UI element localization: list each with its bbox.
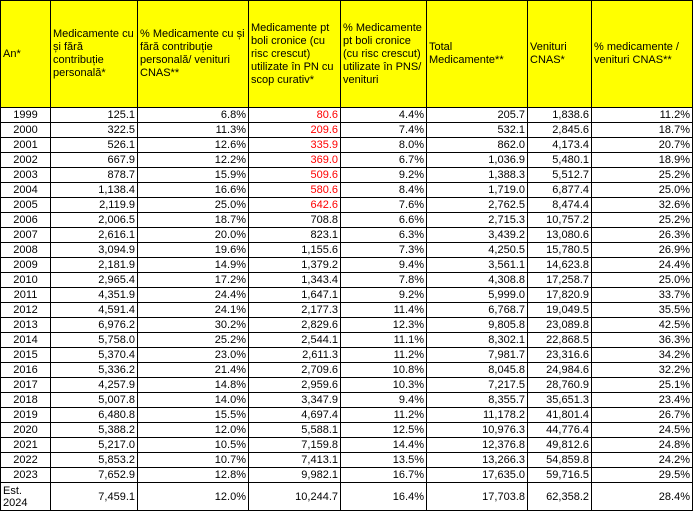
table-row — [1, 273, 693, 288]
cell-chronic-medicines: 10,244.7 — [249, 483, 341, 511]
cell-pct-medicines: 30.2% — [138, 318, 249, 333]
header-pct-medicines-revenue: % Medicamente cu și fără contribuție personală/ venituri CNAS** — [138, 1, 249, 108]
cell-chronic-medicines: 823.1 — [249, 228, 341, 243]
cell-pct-medicines: 16.6% — [138, 183, 249, 198]
cell-year: 2018 — [1, 393, 51, 408]
cell-pct-total: 18.7% — [592, 123, 693, 138]
cell-medicines: 5,758.0 — [51, 333, 138, 348]
cell-total-medicines: 862.0 — [427, 138, 528, 153]
cell-pct-chronic: 6.6% — [341, 213, 427, 228]
cell-pct-chronic: 9.2% — [341, 288, 427, 303]
cell-pct-medicines: 25.2% — [138, 333, 249, 348]
cell-medicines: 5,336.2 — [51, 363, 138, 378]
cell-medicines: 5,370.4 — [51, 348, 138, 363]
cell-chronic-medicines: 1,155.6 — [249, 243, 341, 258]
cell-total-medicines: 17,703.8 — [427, 483, 528, 511]
cell-pct-medicines: 23.0% — [138, 348, 249, 363]
table-row — [1, 378, 693, 393]
cell-pct-total: 11.2% — [592, 108, 693, 123]
cell-medicines: 667.9 — [51, 153, 138, 168]
table-row — [1, 423, 693, 438]
cell-total-medicines: 11,178.2 — [427, 408, 528, 423]
header-row — [1, 1, 693, 108]
cell-pct-chronic: 9.4% — [341, 393, 427, 408]
cell-chronic-medicines: 335.9 — [249, 138, 341, 153]
cell-year: Est. 2024 — [1, 483, 51, 511]
cell-pct-medicines: 10.7% — [138, 453, 249, 468]
header-total-medicines: Total Medicamente** — [427, 1, 528, 108]
cell-year: 2021 — [1, 438, 51, 453]
cell-pct-total: 24.2% — [592, 453, 693, 468]
cell-year: 2001 — [1, 138, 51, 153]
cell-year: 2015 — [1, 348, 51, 363]
cell-cnas-revenue: 41,801.4 — [528, 408, 592, 423]
cell-chronic-medicines: 2,829.6 — [249, 318, 341, 333]
cell-cnas-revenue: 22,868.5 — [528, 333, 592, 348]
cell-year: 2014 — [1, 333, 51, 348]
cell-total-medicines: 12,376.8 — [427, 438, 528, 453]
cell-pct-total: 24.4% — [592, 258, 693, 273]
cell-pct-chronic: 13.5% — [341, 453, 427, 468]
cell-chronic-medicines: 1,379.2 — [249, 258, 341, 273]
cell-year: 2008 — [1, 243, 51, 258]
table-row — [1, 303, 693, 318]
cell-total-medicines: 4,308.8 — [427, 273, 528, 288]
cell-cnas-revenue: 19,049.5 — [528, 303, 592, 318]
cell-pct-medicines: 24.4% — [138, 288, 249, 303]
cell-chronic-medicines: 4,697.4 — [249, 408, 341, 423]
cell-pct-chronic: 12.5% — [341, 423, 427, 438]
cell-year: 1999 — [1, 108, 51, 123]
cell-cnas-revenue: 1,838.6 — [528, 108, 592, 123]
cell-chronic-medicines: 708.8 — [249, 213, 341, 228]
cell-total-medicines: 7,217.5 — [427, 378, 528, 393]
table-row — [1, 483, 693, 511]
cell-pct-medicines: 12.6% — [138, 138, 249, 153]
cell-pct-medicines: 10.5% — [138, 438, 249, 453]
table-row — [1, 153, 693, 168]
cell-pct-total: 25.1% — [592, 378, 693, 393]
cell-total-medicines: 1,036.9 — [427, 153, 528, 168]
cell-year: 2009 — [1, 258, 51, 273]
cell-cnas-revenue: 13,080.6 — [528, 228, 592, 243]
cell-chronic-medicines: 209.6 — [249, 123, 341, 138]
table-row — [1, 243, 693, 258]
cell-cnas-revenue: 17,258.7 — [528, 273, 592, 288]
header-chronic-medicines-pn: Medicamente pt boli cronice (cu risc crescut) utilizate în PN cu scop curativ* — [249, 1, 341, 108]
cell-medicines: 7,459.1 — [51, 483, 138, 511]
cell-pct-chronic: 7.3% — [341, 243, 427, 258]
cell-total-medicines: 10,976.3 — [427, 423, 528, 438]
cell-cnas-revenue: 59,716.5 — [528, 468, 592, 483]
table-row — [1, 288, 693, 303]
cell-pct-chronic: 10.3% — [341, 378, 427, 393]
cell-pct-medicines: 6.8% — [138, 108, 249, 123]
cell-year: 2000 — [1, 123, 51, 138]
header-cnas-revenue: Venituri CNAS* — [528, 1, 592, 108]
cell-pct-medicines: 12.8% — [138, 468, 249, 483]
cell-pct-total: 29.5% — [592, 468, 693, 483]
cell-cnas-revenue: 35,651.3 — [528, 393, 592, 408]
cell-chronic-medicines: 1,343.4 — [249, 273, 341, 288]
cell-medicines: 2,181.9 — [51, 258, 138, 273]
cell-chronic-medicines: 9,982.1 — [249, 468, 341, 483]
cell-chronic-medicines: 2,177.3 — [249, 303, 341, 318]
cell-pct-total: 36.3% — [592, 333, 693, 348]
cell-pct-medicines: 15.5% — [138, 408, 249, 423]
cell-total-medicines: 3,439.2 — [427, 228, 528, 243]
cell-pct-total: 24.8% — [592, 438, 693, 453]
cell-total-medicines: 1,388.3 — [427, 168, 528, 183]
cell-pct-medicines: 14.8% — [138, 378, 249, 393]
cell-total-medicines: 532.1 — [427, 123, 528, 138]
header-year: An* — [1, 1, 51, 108]
cell-cnas-revenue: 44,776.4 — [528, 423, 592, 438]
cell-pct-medicines: 25.0% — [138, 198, 249, 213]
cell-pct-total: 34.2% — [592, 348, 693, 363]
cell-total-medicines: 8,355.7 — [427, 393, 528, 408]
cell-year: 2007 — [1, 228, 51, 243]
cell-pct-chronic: 12.3% — [341, 318, 427, 333]
cell-pct-medicines: 17.2% — [138, 273, 249, 288]
cell-pct-medicines: 12.0% — [138, 483, 249, 511]
cell-chronic-medicines: 7,413.1 — [249, 453, 341, 468]
cell-pct-total: 26.3% — [592, 228, 693, 243]
cell-pct-chronic: 10.8% — [341, 363, 427, 378]
cell-cnas-revenue: 23,316.6 — [528, 348, 592, 363]
cell-medicines: 526.1 — [51, 138, 138, 153]
cell-pct-chronic: 16.4% — [341, 483, 427, 511]
table-row — [1, 168, 693, 183]
table-row — [1, 468, 693, 483]
cell-pct-total: 18.9% — [592, 153, 693, 168]
cell-pct-total: 23.4% — [592, 393, 693, 408]
cell-year: 2010 — [1, 273, 51, 288]
cell-chronic-medicines: 580.6 — [249, 183, 341, 198]
table-row — [1, 138, 693, 153]
cell-cnas-revenue: 54,859.8 — [528, 453, 592, 468]
cell-pct-chronic: 11.2% — [341, 348, 427, 363]
cell-pct-total: 26.7% — [592, 408, 693, 423]
cell-pct-medicines: 14.9% — [138, 258, 249, 273]
cell-chronic-medicines: 3,347.9 — [249, 393, 341, 408]
cell-total-medicines: 2,762.5 — [427, 198, 528, 213]
cell-cnas-revenue: 23,089.8 — [528, 318, 592, 333]
cell-pct-chronic: 6.3% — [341, 228, 427, 243]
cell-pct-chronic: 7.4% — [341, 123, 427, 138]
cell-total-medicines: 3,561.1 — [427, 258, 528, 273]
cell-medicines: 878.7 — [51, 168, 138, 183]
cell-pct-chronic: 7.8% — [341, 273, 427, 288]
cell-pct-total: 28.4% — [592, 483, 693, 511]
cell-chronic-medicines: 2,959.6 — [249, 378, 341, 393]
cell-pct-chronic: 4.4% — [341, 108, 427, 123]
cell-year: 2006 — [1, 213, 51, 228]
table-row — [1, 333, 693, 348]
cell-pct-medicines: 12.0% — [138, 423, 249, 438]
cell-pct-medicines: 20.0% — [138, 228, 249, 243]
cell-medicines: 1,138.4 — [51, 183, 138, 198]
cell-chronic-medicines: 2,709.6 — [249, 363, 341, 378]
cell-medicines: 2,006.5 — [51, 213, 138, 228]
table-row — [1, 453, 693, 468]
cell-chronic-medicines: 509.6 — [249, 168, 341, 183]
table-row — [1, 213, 693, 228]
cell-total-medicines: 6,768.7 — [427, 303, 528, 318]
cell-pct-chronic: 9.4% — [341, 258, 427, 273]
cell-chronic-medicines: 5,588.1 — [249, 423, 341, 438]
table-row — [1, 258, 693, 273]
cell-cnas-revenue: 6,877.4 — [528, 183, 592, 198]
cell-total-medicines: 5,999.0 — [427, 288, 528, 303]
cell-pct-medicines: 12.2% — [138, 153, 249, 168]
table-row — [1, 348, 693, 363]
cell-pct-chronic: 11.2% — [341, 408, 427, 423]
table-row — [1, 438, 693, 453]
cell-medicines: 2,616.1 — [51, 228, 138, 243]
table-row — [1, 183, 693, 198]
cell-year: 2019 — [1, 408, 51, 423]
table-row — [1, 318, 693, 333]
cell-chronic-medicines: 7,159.8 — [249, 438, 341, 453]
cell-pct-medicines: 21.4% — [138, 363, 249, 378]
cell-pct-total: 25.2% — [592, 168, 693, 183]
cell-cnas-revenue: 14,623.8 — [528, 258, 592, 273]
cell-pct-total: 32.6% — [592, 198, 693, 213]
table-row — [1, 363, 693, 378]
cell-medicines: 322.5 — [51, 123, 138, 138]
header-pct-medicines-cnas-revenue: % medicamente / venituri CNAS** — [592, 1, 693, 108]
cell-total-medicines: 1,719.0 — [427, 183, 528, 198]
cell-pct-medicines: 11.3% — [138, 123, 249, 138]
table-row — [1, 198, 693, 213]
cell-medicines: 3,094.9 — [51, 243, 138, 258]
cell-pct-total: 25.0% — [592, 183, 693, 198]
cell-pct-total: 33.7% — [592, 288, 693, 303]
cell-cnas-revenue: 28,760.9 — [528, 378, 592, 393]
header-pct-chronic-medicines-revenue: % Medicamente pt boli cronice (cu risc crescut) utilizate în PNS/ venituri — [341, 1, 427, 108]
cell-cnas-revenue: 10,757.2 — [528, 213, 592, 228]
cell-year: 2022 — [1, 453, 51, 468]
cell-pct-chronic: 8.4% — [341, 183, 427, 198]
cell-medicines: 2,965.4 — [51, 273, 138, 288]
cell-pct-medicines: 19.6% — [138, 243, 249, 258]
cell-year: 2013 — [1, 318, 51, 333]
table-row — [1, 108, 693, 123]
cell-medicines: 2,119.9 — [51, 198, 138, 213]
cell-total-medicines: 8,045.8 — [427, 363, 528, 378]
cell-medicines: 5,007.8 — [51, 393, 138, 408]
cell-chronic-medicines: 2,611.3 — [249, 348, 341, 363]
cell-medicines: 7,652.9 — [51, 468, 138, 483]
header-medicines-with-without-contribution: Medicamente cu și fără contribuție personală* — [51, 1, 138, 108]
cell-year: 2023 — [1, 468, 51, 483]
cell-pct-total: 25.0% — [592, 273, 693, 288]
cell-medicines: 5,388.2 — [51, 423, 138, 438]
cell-pct-medicines: 14.0% — [138, 393, 249, 408]
cell-medicines: 5,217.0 — [51, 438, 138, 453]
cell-pct-medicines: 18.7% — [138, 213, 249, 228]
cell-pct-medicines: 15.9% — [138, 168, 249, 183]
cell-total-medicines: 4,250.5 — [427, 243, 528, 258]
cell-pct-chronic: 16.7% — [341, 468, 427, 483]
cell-pct-total: 35.5% — [592, 303, 693, 318]
cell-chronic-medicines: 2,544.1 — [249, 333, 341, 348]
cell-cnas-revenue: 5,512.7 — [528, 168, 592, 183]
cell-total-medicines: 9,805.8 — [427, 318, 528, 333]
cell-pct-total: 25.2% — [592, 213, 693, 228]
cell-cnas-revenue: 5,480.1 — [528, 153, 592, 168]
cell-pct-chronic: 11.4% — [341, 303, 427, 318]
cell-medicines: 6,480.8 — [51, 408, 138, 423]
cell-pct-total: 20.7% — [592, 138, 693, 153]
cell-pct-total: 32.2% — [592, 363, 693, 378]
cell-year: 2017 — [1, 378, 51, 393]
table-row — [1, 393, 693, 408]
cell-medicines: 4,351.9 — [51, 288, 138, 303]
cell-pct-chronic: 7.6% — [341, 198, 427, 213]
cell-year: 2020 — [1, 423, 51, 438]
cell-total-medicines: 2,715.3 — [427, 213, 528, 228]
cell-total-medicines: 13,266.3 — [427, 453, 528, 468]
cell-total-medicines: 17,635.0 — [427, 468, 528, 483]
cell-pct-chronic: 11.1% — [341, 333, 427, 348]
cell-year: 2002 — [1, 153, 51, 168]
cell-year: 2016 — [1, 363, 51, 378]
cell-cnas-revenue: 15,780.5 — [528, 243, 592, 258]
cell-cnas-revenue: 8,474.4 — [528, 198, 592, 213]
cell-cnas-revenue: 2,845.6 — [528, 123, 592, 138]
cell-chronic-medicines: 642.6 — [249, 198, 341, 213]
cell-medicines: 5,853.2 — [51, 453, 138, 468]
cell-pct-total: 42.5% — [592, 318, 693, 333]
table-row — [1, 228, 693, 243]
cell-chronic-medicines: 80.6 — [249, 108, 341, 123]
cell-medicines: 4,591.4 — [51, 303, 138, 318]
cell-pct-chronic: 6.7% — [341, 153, 427, 168]
cell-year: 2004 — [1, 183, 51, 198]
cell-total-medicines: 8,302.1 — [427, 333, 528, 348]
cell-total-medicines: 7,981.7 — [427, 348, 528, 363]
cell-medicines: 125.1 — [51, 108, 138, 123]
cell-total-medicines: 205.7 — [427, 108, 528, 123]
cell-pct-chronic: 9.2% — [341, 168, 427, 183]
cell-pct-chronic: 14.4% — [341, 438, 427, 453]
table-row — [1, 408, 693, 423]
cell-cnas-revenue: 4,173.4 — [528, 138, 592, 153]
table-row — [1, 123, 693, 138]
cell-year: 2005 — [1, 198, 51, 213]
cell-year: 2011 — [1, 288, 51, 303]
cell-cnas-revenue: 17,820.9 — [528, 288, 592, 303]
cell-pct-medicines: 24.1% — [138, 303, 249, 318]
cell-cnas-revenue: 49,812.6 — [528, 438, 592, 453]
cell-pct-total: 26.9% — [592, 243, 693, 258]
cell-year: 2012 — [1, 303, 51, 318]
cell-medicines: 4,257.9 — [51, 378, 138, 393]
cell-pct-chronic: 8.0% — [341, 138, 427, 153]
cell-cnas-revenue: 24,984.6 — [528, 363, 592, 378]
cell-medicines: 6,976.2 — [51, 318, 138, 333]
cell-cnas-revenue: 62,358.2 — [528, 483, 592, 511]
cell-year: 2003 — [1, 168, 51, 183]
cell-chronic-medicines: 1,647.1 — [249, 288, 341, 303]
cell-chronic-medicines: 369.0 — [249, 153, 341, 168]
cell-pct-total: 24.5% — [592, 423, 693, 438]
